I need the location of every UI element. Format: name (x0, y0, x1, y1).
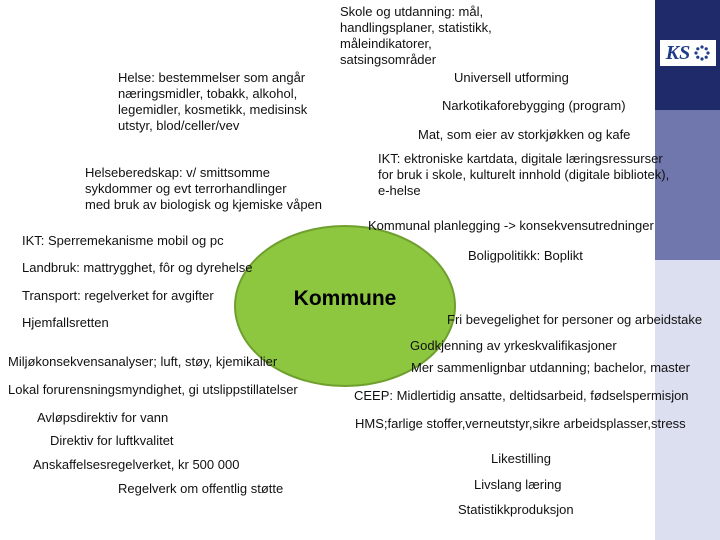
item-skole: Skole og utdanning: mål, handlingsplaner, statistikk, måleindikatorer, satsingsområder (340, 4, 492, 67)
item-bolig: Boligpolitikk: Boplikt (468, 248, 583, 263)
item-ceep: CEEP: Midlertidig ansatte, deltidsarbeid, fødselspermisjon (354, 388, 689, 403)
item-livslang: Livslang læring (474, 477, 562, 492)
ks-logo-text: KS (665, 41, 691, 64)
item-transport: Transport: regelverket for avgifter (22, 288, 214, 303)
item-godkjenning: Godkjenning av yrkeskvalifikasjoner (410, 338, 617, 353)
item-anskaffelse: Anskaffelsesregelverket, kr 500 000 (33, 457, 240, 472)
item-forurensning: Lokal forurensningsmyndighet, gi utslippstillatelser (8, 382, 298, 397)
item-universell: Universell utforming (454, 70, 569, 85)
item-landbruk: Landbruk: mattrygghet, fôr og dyrehelse (22, 260, 253, 275)
item-helseberedskap: Helseberedskap: v/ smittsomme sykdommer og evt terrorhandlinger med bruk av biologisk og kjemiske våpen (85, 165, 323, 212)
item-narkotika: Narkotikaforebygging (program) (442, 98, 626, 113)
item-fri-bevegelighet: Fri bevegelighet for personer og arbeidstake (447, 312, 703, 327)
item-hms: HMS;farlige stoffer,verneutstyr,sikre arbeidsplasser,stress (355, 416, 686, 431)
item-luft: Direktiv for luftkvalitet (50, 433, 174, 448)
ks-logo-mark-icon (694, 45, 710, 61)
item-mat: Mat, som eier av storkjøkken og kafe (418, 127, 631, 142)
item-ikt-edu: IKT: ektroniske kartdata, digitale læringsressurser for bruk i skole, kulturelt innhold (digitale bibliotek), e-helse (378, 151, 670, 198)
item-statistikk: Statistikkproduksjon (458, 502, 574, 517)
item-mer-sammen: Mer sammenlignbar utdanning; bachelor, master (411, 360, 690, 375)
item-helse: Helse: bestemmelser som angår næringsmidler, tobakk, alkohol, legemidler, kosmetikk, medisinsk utstyr, blod/celler/vev (118, 70, 308, 133)
ks-logo (660, 40, 716, 66)
item-hjemfall: Hjemfallsretten (22, 315, 109, 330)
item-ikt-sperre: IKT: Sperremekanisme mobil og pc (22, 233, 224, 248)
kommune-label: Kommune (293, 287, 397, 310)
item-avlop: Avløpsdirektiv for vann (37, 410, 169, 425)
item-miljo: Miljøkonsekvensanalyser; luft, støy, kjemikalier (8, 354, 278, 369)
item-planlegging: Kommunal planlegging -> konsekvensutredninger (368, 218, 654, 233)
item-likestilling: Likestilling (491, 451, 551, 466)
item-stotte: Regelverk om offentlig støtte (118, 481, 284, 496)
